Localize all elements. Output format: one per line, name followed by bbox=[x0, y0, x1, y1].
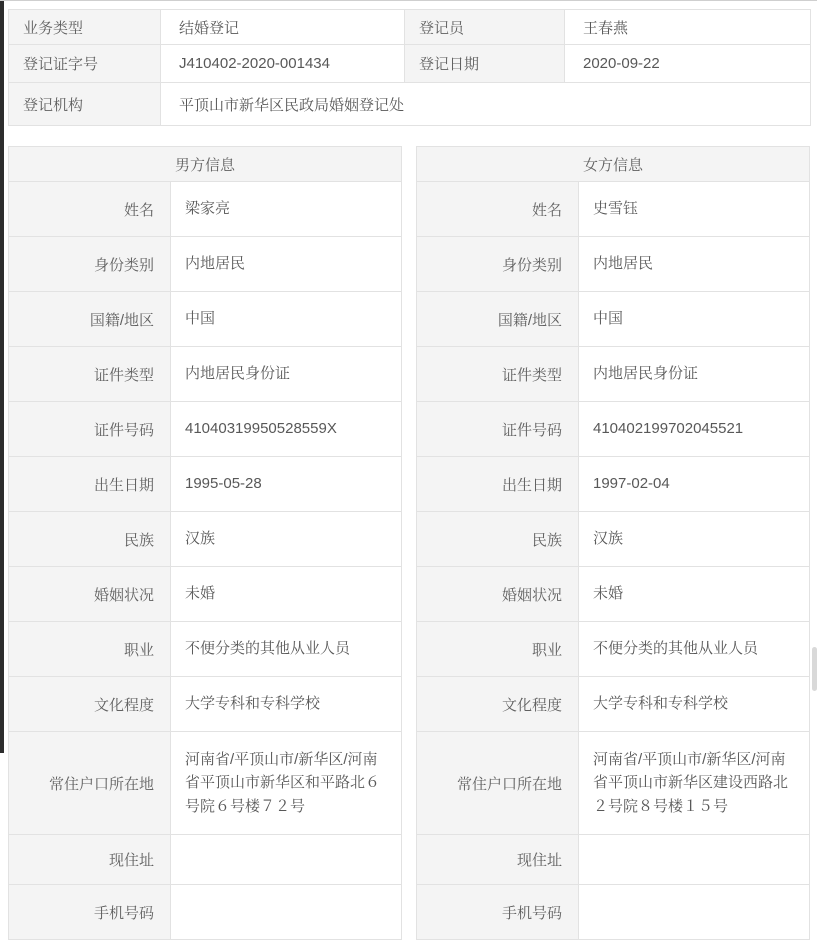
birth-date-value: 1997-02-04 bbox=[578, 457, 809, 512]
mobile-number-value bbox=[171, 885, 402, 940]
table-row bbox=[9, 237, 402, 292]
identity-category-label: 身份类别 bbox=[9, 237, 171, 292]
table-row bbox=[9, 732, 402, 835]
current-address-label: 现住址 bbox=[9, 835, 171, 885]
table-row bbox=[416, 622, 809, 677]
occupation-value: 不便分类的其他从业人员 bbox=[578, 622, 809, 677]
certificate-no-value: J410402-2020-001434 bbox=[161, 45, 405, 83]
table-row bbox=[9, 677, 402, 732]
person-panels bbox=[8, 146, 810, 940]
id-number-value: 410402199702045521 bbox=[578, 402, 809, 457]
identity-category-value: 内地居民 bbox=[171, 237, 402, 292]
male-info-table bbox=[8, 146, 402, 940]
current-address-value bbox=[171, 835, 402, 885]
table-row bbox=[9, 622, 402, 677]
ethnicity-label: 民族 bbox=[9, 512, 171, 567]
registration-agency-value: 平顶山市新华区民政局婚姻登记处 bbox=[161, 83, 811, 126]
name-value: 史雪钰 bbox=[578, 182, 809, 237]
name-label: 姓名 bbox=[9, 182, 171, 237]
table-row bbox=[416, 347, 809, 402]
education-label: 文化程度 bbox=[416, 677, 578, 732]
scrollbar-thumb[interactable] bbox=[812, 647, 817, 691]
registration-date-label: 登记日期 bbox=[405, 45, 565, 83]
birth-date-label: 出生日期 bbox=[9, 457, 171, 512]
registration-date-value: 2020-09-22 bbox=[565, 45, 811, 83]
certificate-no-label: 登记证字号 bbox=[9, 45, 161, 83]
marital-status-value: 未婚 bbox=[578, 567, 809, 622]
female-info-table bbox=[416, 146, 810, 940]
registration-record bbox=[8, 9, 810, 940]
birth-date-label: 出生日期 bbox=[416, 457, 578, 512]
id-type-value: 内地居民身份证 bbox=[578, 347, 809, 402]
table-row bbox=[9, 182, 402, 237]
name-value: 梁家亮 bbox=[171, 182, 402, 237]
table-row bbox=[9, 402, 402, 457]
registered-residence-label: 常住户口所在地 bbox=[9, 732, 171, 835]
ethnicity-label: 民族 bbox=[416, 512, 578, 567]
education-value: 大学专科和专科学校 bbox=[171, 677, 402, 732]
id-number-label: 证件号码 bbox=[9, 402, 171, 457]
id-number-label: 证件号码 bbox=[416, 402, 578, 457]
nationality-label: 国籍/地区 bbox=[9, 292, 171, 347]
mobile-number-value bbox=[578, 885, 809, 940]
summary-row bbox=[9, 10, 811, 45]
marital-status-label: 婚姻状况 bbox=[416, 567, 578, 622]
registrar-value: 王春燕 bbox=[565, 10, 811, 45]
table-row bbox=[416, 732, 809, 835]
ethnicity-value: 汉族 bbox=[578, 512, 809, 567]
education-value: 大学专科和专科学校 bbox=[578, 677, 809, 732]
marital-status-label: 婚姻状况 bbox=[9, 567, 171, 622]
identity-category-value: 内地居民 bbox=[578, 237, 809, 292]
summary-row bbox=[9, 83, 811, 126]
female-section-title: 女方信息 bbox=[416, 147, 809, 182]
table-row bbox=[416, 182, 809, 237]
section-header bbox=[9, 147, 402, 182]
birth-date-value: 1995-05-28 bbox=[171, 457, 402, 512]
table-row bbox=[9, 512, 402, 567]
occupation-value: 不便分类的其他从业人员 bbox=[171, 622, 402, 677]
name-label: 姓名 bbox=[416, 182, 578, 237]
registrar-label: 登记员 bbox=[405, 10, 565, 45]
registered-residence-label: 常住户口所在地 bbox=[416, 732, 578, 835]
nationality-value: 中国 bbox=[171, 292, 402, 347]
table-row bbox=[9, 835, 402, 885]
registered-residence-value: 河南省/平顶山市/新华区/河南省平顶山市新华区建设西路北２号院８号楼１５号 bbox=[578, 732, 809, 835]
table-row bbox=[9, 347, 402, 402]
table-row bbox=[416, 677, 809, 732]
table-row bbox=[416, 292, 809, 347]
mobile-number-label: 手机号码 bbox=[416, 885, 578, 940]
table-row bbox=[416, 512, 809, 567]
table-row bbox=[9, 457, 402, 512]
nationality-label: 国籍/地区 bbox=[416, 292, 578, 347]
registered-residence-value: 河南省/平顶山市/新华区/河南省平顶山市新华区和平路北６号院６号楼７２号 bbox=[171, 732, 402, 835]
table-row bbox=[9, 292, 402, 347]
id-type-label: 证件类型 bbox=[416, 347, 578, 402]
id-type-label: 证件类型 bbox=[9, 347, 171, 402]
left-edge-bar bbox=[0, 1, 4, 753]
table-row bbox=[416, 885, 809, 940]
business-type-value: 结婚登记 bbox=[161, 10, 405, 45]
table-row bbox=[416, 237, 809, 292]
table-row bbox=[416, 402, 809, 457]
mobile-number-label: 手机号码 bbox=[9, 885, 171, 940]
id-type-value: 内地居民身份证 bbox=[171, 347, 402, 402]
nationality-value: 中国 bbox=[578, 292, 809, 347]
table-row bbox=[9, 885, 402, 940]
occupation-label: 职业 bbox=[416, 622, 578, 677]
table-row bbox=[416, 567, 809, 622]
registration-agency-label: 登记机构 bbox=[9, 83, 161, 126]
marital-status-value: 未婚 bbox=[171, 567, 402, 622]
current-address-label: 现住址 bbox=[416, 835, 578, 885]
table-row bbox=[416, 457, 809, 512]
table-row bbox=[9, 567, 402, 622]
section-header bbox=[416, 147, 809, 182]
business-type-label: 业务类型 bbox=[9, 10, 161, 45]
identity-category-label: 身份类别 bbox=[416, 237, 578, 292]
male-section-title: 男方信息 bbox=[9, 147, 402, 182]
summary-row bbox=[9, 45, 811, 83]
education-label: 文化程度 bbox=[9, 677, 171, 732]
current-address-value bbox=[578, 835, 809, 885]
summary-table bbox=[8, 9, 811, 126]
ethnicity-value: 汉族 bbox=[171, 512, 402, 567]
table-row bbox=[416, 835, 809, 885]
id-number-value: 41040319950528559X bbox=[171, 402, 402, 457]
occupation-label: 职业 bbox=[9, 622, 171, 677]
